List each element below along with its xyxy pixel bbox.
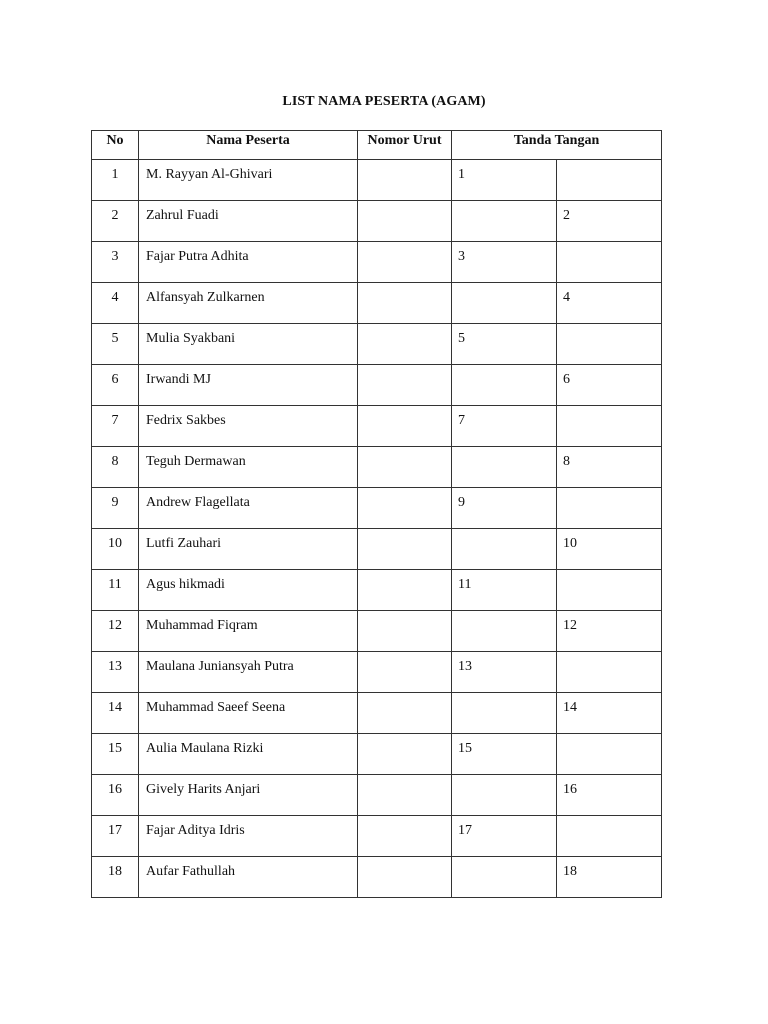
- participant-name: Fedrix Sakbes: [139, 406, 358, 447]
- signature-cell-right: 8: [557, 447, 662, 488]
- row-number: 2: [92, 201, 139, 242]
- signature-cell-left: [452, 201, 557, 242]
- participant-name: Maulana Juniansyah Putra: [139, 652, 358, 693]
- nomor-urut-cell: [358, 611, 452, 652]
- nomor-urut-cell: [358, 529, 452, 570]
- signature-cell-left: [452, 529, 557, 570]
- participant-name: Andrew Flagellata: [139, 488, 358, 529]
- row-number: 14: [92, 693, 139, 734]
- table-row: [92, 447, 662, 488]
- participant-name: Lutfi Zauhari: [139, 529, 358, 570]
- table-row: [92, 611, 662, 652]
- row-number: 17: [92, 816, 139, 857]
- participant-name: Agus hikmadi: [139, 570, 358, 611]
- table-body: [92, 160, 662, 898]
- signature-cell-right: [557, 160, 662, 201]
- signature-cell-left: [452, 857, 557, 898]
- table-row: [92, 775, 662, 816]
- participant-name: Irwandi MJ: [139, 365, 358, 406]
- nomor-urut-cell: [358, 570, 452, 611]
- participant-name: Gively Harits Anjari: [139, 775, 358, 816]
- participant-name: Fajar Aditya Idris: [139, 816, 358, 857]
- nomor-urut-cell: [358, 652, 452, 693]
- signature-cell-left: [452, 283, 557, 324]
- row-number: 8: [92, 447, 139, 488]
- table-header-row: [92, 131, 662, 160]
- nomor-urut-cell: [358, 406, 452, 447]
- signature-cell-left: [452, 775, 557, 816]
- signature-cell-right: 16: [557, 775, 662, 816]
- signature-cell-left: 7: [452, 406, 557, 447]
- table-row: [92, 201, 662, 242]
- signature-cell-left: [452, 693, 557, 734]
- row-number: 9: [92, 488, 139, 529]
- table-row: [92, 242, 662, 283]
- nomor-urut-cell: [358, 160, 452, 201]
- signature-cell-right: 2: [557, 201, 662, 242]
- signature-cell-right: 10: [557, 529, 662, 570]
- row-number: 4: [92, 283, 139, 324]
- table-row: [92, 365, 662, 406]
- signature-cell-left: 5: [452, 324, 557, 365]
- nomor-urut-cell: [358, 447, 452, 488]
- row-number: 3: [92, 242, 139, 283]
- table-row: [92, 283, 662, 324]
- participant-name: Fajar Putra Adhita: [139, 242, 358, 283]
- nomor-urut-cell: [358, 734, 452, 775]
- row-number: 5: [92, 324, 139, 365]
- table-row: [92, 816, 662, 857]
- row-number: 18: [92, 857, 139, 898]
- row-number: 15: [92, 734, 139, 775]
- participant-name: Zahrul Fuadi: [139, 201, 358, 242]
- signature-cell-left: [452, 611, 557, 652]
- nomor-urut-cell: [358, 324, 452, 365]
- participant-name: Muhammad Saeef Seena: [139, 693, 358, 734]
- table-row: [92, 488, 662, 529]
- participant-name: Teguh Dermawan: [139, 447, 358, 488]
- page-title: LIST NAMA PESERTA (AGAM): [282, 94, 486, 109]
- participant-name: Aufar Fathullah: [139, 857, 358, 898]
- signature-cell-left: 13: [452, 652, 557, 693]
- signature-cell-right: 12: [557, 611, 662, 652]
- signature-cell-right: [557, 324, 662, 365]
- signature-cell-right: 4: [557, 283, 662, 324]
- signature-cell-left: 11: [452, 570, 557, 611]
- header-name: Nama Peserta: [139, 131, 358, 160]
- signature-cell-left: 3: [452, 242, 557, 283]
- table-row: [92, 570, 662, 611]
- table-row: [92, 857, 662, 898]
- signature-cell-right: [557, 406, 662, 447]
- table-row: [92, 406, 662, 447]
- header-nomor-urut: Nomor Urut: [358, 131, 452, 160]
- signature-cell-right: [557, 570, 662, 611]
- participant-name: Muhammad Fiqram: [139, 611, 358, 652]
- table-row: [92, 693, 662, 734]
- signature-cell-right: [557, 488, 662, 529]
- nomor-urut-cell: [358, 283, 452, 324]
- signature-cell-left: 17: [452, 816, 557, 857]
- row-number: 13: [92, 652, 139, 693]
- nomor-urut-cell: [358, 693, 452, 734]
- nomor-urut-cell: [358, 857, 452, 898]
- signature-cell-right: 14: [557, 693, 662, 734]
- row-number: 7: [92, 406, 139, 447]
- signature-cell-right: 18: [557, 857, 662, 898]
- nomor-urut-cell: [358, 488, 452, 529]
- row-number: 1: [92, 160, 139, 201]
- participant-name: M. Rayyan Al-Ghivari: [139, 160, 358, 201]
- participant-name: Aulia Maulana Rizki: [139, 734, 358, 775]
- row-number: 10: [92, 529, 139, 570]
- signature-cell-left: 9: [452, 488, 557, 529]
- participant-table: [91, 130, 662, 898]
- participant-name: Alfansyah Zulkarnen: [139, 283, 358, 324]
- signature-cell-right: [557, 652, 662, 693]
- row-number: 12: [92, 611, 139, 652]
- signature-cell-left: 1: [452, 160, 557, 201]
- signature-cell-left: [452, 447, 557, 488]
- row-number: 6: [92, 365, 139, 406]
- table-row: [92, 734, 662, 775]
- signature-cell-right: 6: [557, 365, 662, 406]
- nomor-urut-cell: [358, 201, 452, 242]
- signature-cell-right: [557, 734, 662, 775]
- participant-name: Mulia Syakbani: [139, 324, 358, 365]
- row-number: 11: [92, 570, 139, 611]
- nomor-urut-cell: [358, 816, 452, 857]
- table-row: [92, 529, 662, 570]
- header-tanda-tangan: Tanda Tangan: [452, 131, 662, 160]
- table-row: [92, 160, 662, 201]
- nomor-urut-cell: [358, 365, 452, 406]
- signature-cell-right: [557, 816, 662, 857]
- signature-cell-right: [557, 242, 662, 283]
- nomor-urut-cell: [358, 242, 452, 283]
- signature-cell-left: 15: [452, 734, 557, 775]
- signature-cell-left: [452, 365, 557, 406]
- row-number: 16: [92, 775, 139, 816]
- header-no: No: [92, 131, 139, 160]
- table-row: [92, 652, 662, 693]
- table-row: [92, 324, 662, 365]
- nomor-urut-cell: [358, 775, 452, 816]
